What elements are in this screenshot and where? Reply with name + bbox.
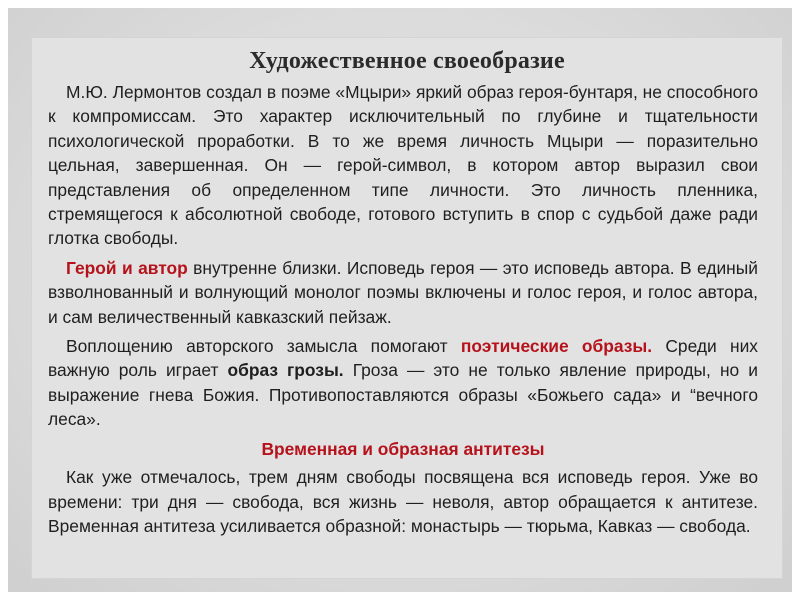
hero-author-highlight: Герой и автор — [66, 257, 188, 278]
paragraph-antithesis: Как уже отмечалось, трем дням свободы посвящена вся исповедь героя. Уже во времени: три дня — свобода, вся жизнь — неволя, автор обращается к антитезе. Временная антитеза усиливается образной: монастырь — тюрьма, Кавказ — свобода. — [48, 467, 758, 536]
slide-page — [32, 38, 782, 578]
paragraph-poetic-images — [48, 334, 758, 432]
slide-content — [48, 80, 758, 543]
poetic-images-highlight: поэтические образы. — [460, 336, 653, 357]
hero-author-text: внутренне близки. Исповедь героя — это исповедь автора. В единый взволнованный и волнующий монолог поэмы включены и голос героя, и голос автора, и сам величественный кавказский пейзаж. — [48, 257, 759, 327]
antithesis-subheading: Временная и образная антитезы — [261, 438, 545, 459]
paragraph-hero-author — [48, 256, 758, 329]
page-title: Художественное своеобразие — [249, 48, 565, 74]
poetic-images-middle: Среди них важную роль играет — [48, 336, 759, 381]
poetic-images-before: Воплощению авторского замысла помогают — [66, 336, 461, 357]
storm-image-bold: образ грозы. — [227, 360, 344, 381]
slide-frame — [8, 8, 792, 592]
poetic-images-after: Гроза — это не только явление природы, но и выражение гнева Божия. Противопоставляются образы «Божьего сада» и “вечного леса». — [48, 360, 758, 430]
paragraph-hero-image: М.Ю. Лермонтов создал в поэме «Мцыри» яркий образ героя-бунтаря, не способного к компромиссам. Это характер исключительный по глубине и тщательности психологической проработки. В то же время личность Мцыри — поразительно цельная, завершенная. Он — герой-символ, в котором автор выразил свои представления об определенном типе личности. Это личность пленника, стремящегося к абсолютной свободе, готового вступить в спор с судьбой даже ради глотка свободы. — [48, 82, 758, 249]
